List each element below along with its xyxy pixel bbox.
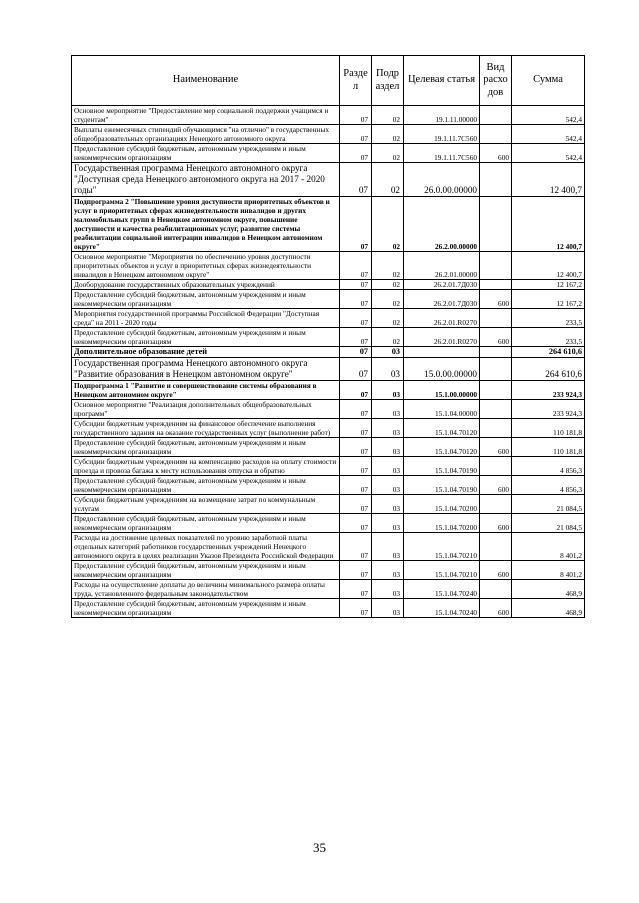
row-sum: 233,5	[512, 309, 585, 328]
row-target-article: 26.2.01.00000	[404, 252, 480, 280]
row-sum: 110 181,8	[512, 437, 585, 456]
row-subsection: 02	[372, 144, 404, 163]
row-name: Предоставление субсидий бюджетным, автономным учреждениям и иным некоммерческим организациям	[72, 328, 340, 347]
row-expense-type	[480, 163, 512, 197]
table-row	[72, 456, 585, 475]
row-expense-type	[480, 309, 512, 328]
row-target-article: 19.1.11.00000	[404, 106, 480, 125]
row-target-article: 26.2.01.7Д030	[404, 280, 480, 290]
row-name: Предоставление субсидий бюджетным, автономным учреждениям и иным некоммерческим организациям	[72, 513, 340, 532]
header-name: Наименование	[72, 56, 340, 106]
row-subsection: 03	[372, 513, 404, 532]
header-subsection: Подр аздел	[372, 56, 404, 106]
row-section: 07	[340, 399, 372, 418]
row-target-article: 15.1.04.70210	[404, 560, 480, 579]
row-name: Мероприятия государственной программы Российской Федерации "Доступная среда" на 2011 - 2020 годы	[72, 309, 340, 328]
table-row	[72, 252, 585, 280]
row-subsection: 03	[372, 456, 404, 475]
row-section: 07	[340, 290, 372, 309]
row-name: Предоставление субсидий бюджетным, автономным учреждениям и иным некоммерческим организациям	[72, 290, 340, 309]
table-row	[72, 280, 585, 290]
row-name: Подпрограмма 1 "Развитие и совершенствование системы образования в Ненецком автономном округе"	[72, 380, 340, 399]
row-name: Предоставление субсидий бюджетным, автономным учреждениям и иным некоммерческим организациям	[72, 437, 340, 456]
row-expense-type	[480, 125, 512, 144]
row-name: Подпрограмма 2 "Повышение уровня доступности приоритетных объектов и услуг в приоритетных сферах жизнедеятельности инвалидов и других маломобильных групп в Ненецком автономном округе, повышение доступности и качества реабилитационных услуг, развитие системы реабилитации социальной интеграции инвалидов в Ненецком автономном округе"	[72, 197, 340, 252]
row-section: 07	[340, 475, 372, 494]
row-sum: 4 856,3	[512, 475, 585, 494]
row-subsection: 02	[372, 125, 404, 144]
row-name: Дополнительное образование детей	[72, 347, 340, 358]
row-subsection: 03	[372, 579, 404, 598]
row-sum: 12 167,2	[512, 280, 585, 290]
row-subsection: 03	[372, 437, 404, 456]
row-target-article: 15.1.04.70240	[404, 598, 480, 617]
row-name: Расходы на осуществление доплаты до величины минимального размера оплаты труда, установленного федеральным законодательством	[72, 579, 340, 598]
row-expense-type: 600	[480, 513, 512, 532]
row-sum: 542,4	[512, 144, 585, 163]
table-row	[72, 380, 585, 399]
row-target-article: 26.2.01.7Д030	[404, 290, 480, 309]
row-expense-type: 600	[480, 560, 512, 579]
row-section: 07	[340, 106, 372, 125]
row-subsection: 03	[372, 560, 404, 579]
row-sum: 233 924,3	[512, 399, 585, 418]
row-expense-type	[480, 399, 512, 418]
row-subsection: 03	[372, 418, 404, 437]
row-sum: 233 924,3	[512, 380, 585, 399]
row-target-article: 26.2.01.R0270	[404, 328, 480, 347]
row-subsection: 02	[372, 328, 404, 347]
row-section: 07	[340, 280, 372, 290]
row-name: Предоставление субсидий бюджетным, автономным учреждениям и иным некоммерческим организациям	[72, 475, 340, 494]
row-expense-type	[480, 579, 512, 598]
table-row	[72, 328, 585, 347]
row-expense-type: 600	[480, 598, 512, 617]
row-expense-type	[480, 347, 512, 358]
row-section: 07	[340, 456, 372, 475]
row-expense-type	[480, 280, 512, 290]
row-subsection: 02	[372, 106, 404, 125]
row-section: 07	[340, 494, 372, 513]
row-section: 07	[340, 347, 372, 358]
row-sum: 110 181,8	[512, 418, 585, 437]
row-section: 07	[340, 579, 372, 598]
row-sum: 8 401,2	[512, 532, 585, 560]
row-subsection: 02	[372, 163, 404, 197]
header-target-article: Целевая статья	[404, 56, 480, 106]
row-section: 07	[340, 532, 372, 560]
row-subsection: 03	[372, 380, 404, 399]
row-sum: 468,9	[512, 579, 585, 598]
row-subsection: 02	[372, 309, 404, 328]
row-expense-type	[480, 106, 512, 125]
row-expense-type: 600	[480, 328, 512, 347]
row-subsection: 03	[372, 357, 404, 380]
table-row	[72, 125, 585, 144]
row-subsection: 02	[372, 197, 404, 252]
table-row	[72, 494, 585, 513]
header-sum: Сумма	[512, 56, 585, 106]
row-target-article: 15.1.04.70190	[404, 456, 480, 475]
row-expense-type	[480, 494, 512, 513]
table-row	[72, 197, 585, 252]
row-subsection: 03	[372, 347, 404, 358]
row-expense-type	[480, 252, 512, 280]
row-section: 07	[340, 513, 372, 532]
table-row	[72, 532, 585, 560]
row-sum: 12 400,7	[512, 252, 585, 280]
row-name: Субсидии бюджетным учреждениям на финансовое обеспечение выполнения государственного задания на оказание государственных услуг (выполнение работ)	[72, 418, 340, 437]
row-expense-type	[480, 197, 512, 252]
row-sum: 264 610,6	[512, 357, 585, 380]
row-subsection: 03	[372, 598, 404, 617]
row-expense-type: 600	[480, 475, 512, 494]
table-row	[72, 399, 585, 418]
table-header-row	[72, 56, 585, 106]
table-row	[72, 418, 585, 437]
row-section: 07	[340, 125, 372, 144]
row-name: Государственная программа Ненецкого автономного округа "Доступная среда Ненецкого автономного округа на 2017 - 2020 годы"	[72, 163, 340, 197]
row-subsection: 02	[372, 252, 404, 280]
row-name: Выплаты ежемесячных стипендий обучающимся "на отлично" в государственных общеобразовательных организациях Ненецкого автономного округа	[72, 125, 340, 144]
row-expense-type	[480, 456, 512, 475]
header-section: Разде л	[340, 56, 372, 106]
row-section: 07	[340, 328, 372, 347]
row-target-article: 15.1.04.70210	[404, 532, 480, 560]
row-subsection: 03	[372, 399, 404, 418]
table-row	[72, 437, 585, 456]
row-name: Предоставление субсидий бюджетным, автономным учреждениям и иным некоммерческим организациям	[72, 144, 340, 163]
row-target-article: 15.1.04.70120	[404, 437, 480, 456]
row-expense-type	[480, 532, 512, 560]
row-expense-type	[480, 418, 512, 437]
row-sum: 4 856,3	[512, 456, 585, 475]
row-subsection: 03	[372, 475, 404, 494]
row-sum: 8 401,2	[512, 560, 585, 579]
row-target-article: 15.1.00.00000	[404, 380, 480, 399]
table-row	[72, 309, 585, 328]
budget-table	[71, 55, 585, 618]
row-target-article	[404, 347, 480, 358]
row-name: Субсидии бюджетным учреждениям на компенсацию расходов на оплату стоимости проезда и провоза багажа к месту использования отпуска и обратно	[72, 456, 340, 475]
row-expense-type: 600	[480, 144, 512, 163]
row-name: Расходы на достижение целевых показателей по уровню заработной платы отдельных категорий работников государственных учреждений Ненецкого автономного округа в целях реализации Указов Президента Российской Федерации	[72, 532, 340, 560]
row-sum: 542,4	[512, 106, 585, 125]
table-row	[72, 579, 585, 598]
row-sum: 21 084,5	[512, 513, 585, 532]
row-target-article: 19.1.11.7С560	[404, 144, 480, 163]
row-name: Предоставление субсидий бюджетным, автономным учреждениям и иным некоммерческим организациям	[72, 598, 340, 617]
row-sum: 264 610,6	[512, 347, 585, 358]
row-name: Субсидии бюджетным учреждениям на возмещение затрат по коммунальным услугам	[72, 494, 340, 513]
row-target-article: 19.1.11.7С560	[404, 125, 480, 144]
table-row	[72, 357, 585, 380]
row-section: 07	[340, 197, 372, 252]
row-section: 07	[340, 163, 372, 197]
row-expense-type: 600	[480, 290, 512, 309]
row-section: 07	[340, 357, 372, 380]
row-section: 07	[340, 437, 372, 456]
row-target-article: 26.0.00.00000	[404, 163, 480, 197]
table-row	[72, 106, 585, 125]
row-name: Основное мероприятие "Мероприятия по обеспечению уровня доступности приоритетных объектов и услуг в приоритетных сферах жизнедеятельности инвалидов в Ненецком автономном округе"	[72, 252, 340, 280]
row-section: 07	[340, 598, 372, 617]
row-sum: 468,9	[512, 598, 585, 617]
row-target-article: 26.2.01.R0270	[404, 309, 480, 328]
row-name: Государственная программа Ненецкого автономного округа "Развитие образования в Ненецком автономном округе"	[72, 357, 340, 380]
row-section: 07	[340, 560, 372, 579]
table-row	[72, 513, 585, 532]
row-target-article: 15.1.04.70200	[404, 494, 480, 513]
row-name: Предоставление субсидий бюджетным, автономным учреждениям и иным некоммерческим организациям	[72, 560, 340, 579]
row-expense-type	[480, 380, 512, 399]
table-row	[72, 163, 585, 197]
row-sum: 12 400,7	[512, 163, 585, 197]
row-name: Основное мероприятие "Реализация дополнительных общеобразовательных программ"	[72, 399, 340, 418]
row-target-article: 15.1.04.70200	[404, 513, 480, 532]
row-expense-type: 600	[480, 437, 512, 456]
table-row	[72, 598, 585, 617]
row-sum: 12 167,2	[512, 290, 585, 309]
row-target-article: 15.1.04.70120	[404, 418, 480, 437]
row-target-article: 15.1.04.00000	[404, 399, 480, 418]
row-subsection: 03	[372, 532, 404, 560]
row-subsection: 02	[372, 280, 404, 290]
table-row	[72, 560, 585, 579]
row-target-article: 15.1.04.70190	[404, 475, 480, 494]
header-expense-type: Вид расхо дов	[480, 56, 512, 106]
row-sum: 233,5	[512, 328, 585, 347]
row-section: 07	[340, 418, 372, 437]
row-name: Дооборудование государственных образовательных учреждений	[72, 280, 340, 290]
row-section: 07	[340, 252, 372, 280]
row-expense-type	[480, 357, 512, 380]
page-number: 35	[313, 840, 326, 855]
row-target-article: 15.0.00.00000	[404, 357, 480, 380]
row-target-article: 15.1.04.70240	[404, 579, 480, 598]
row-name: Основное мероприятие "Предоставление мер социальной поддержки учащимся и студентам"	[72, 106, 340, 125]
row-sum: 21 084,5	[512, 494, 585, 513]
row-section: 07	[340, 380, 372, 399]
row-subsection: 03	[372, 494, 404, 513]
table-row	[72, 475, 585, 494]
row-section: 07	[340, 144, 372, 163]
row-sum: 12 400,7	[512, 197, 585, 252]
row-section: 07	[340, 309, 372, 328]
row-subsection: 02	[372, 290, 404, 309]
row-target-article: 26.2.00.00000	[404, 197, 480, 252]
table-row	[72, 347, 585, 358]
table-row	[72, 144, 585, 163]
table-row	[72, 290, 585, 309]
row-sum: 542,4	[512, 125, 585, 144]
